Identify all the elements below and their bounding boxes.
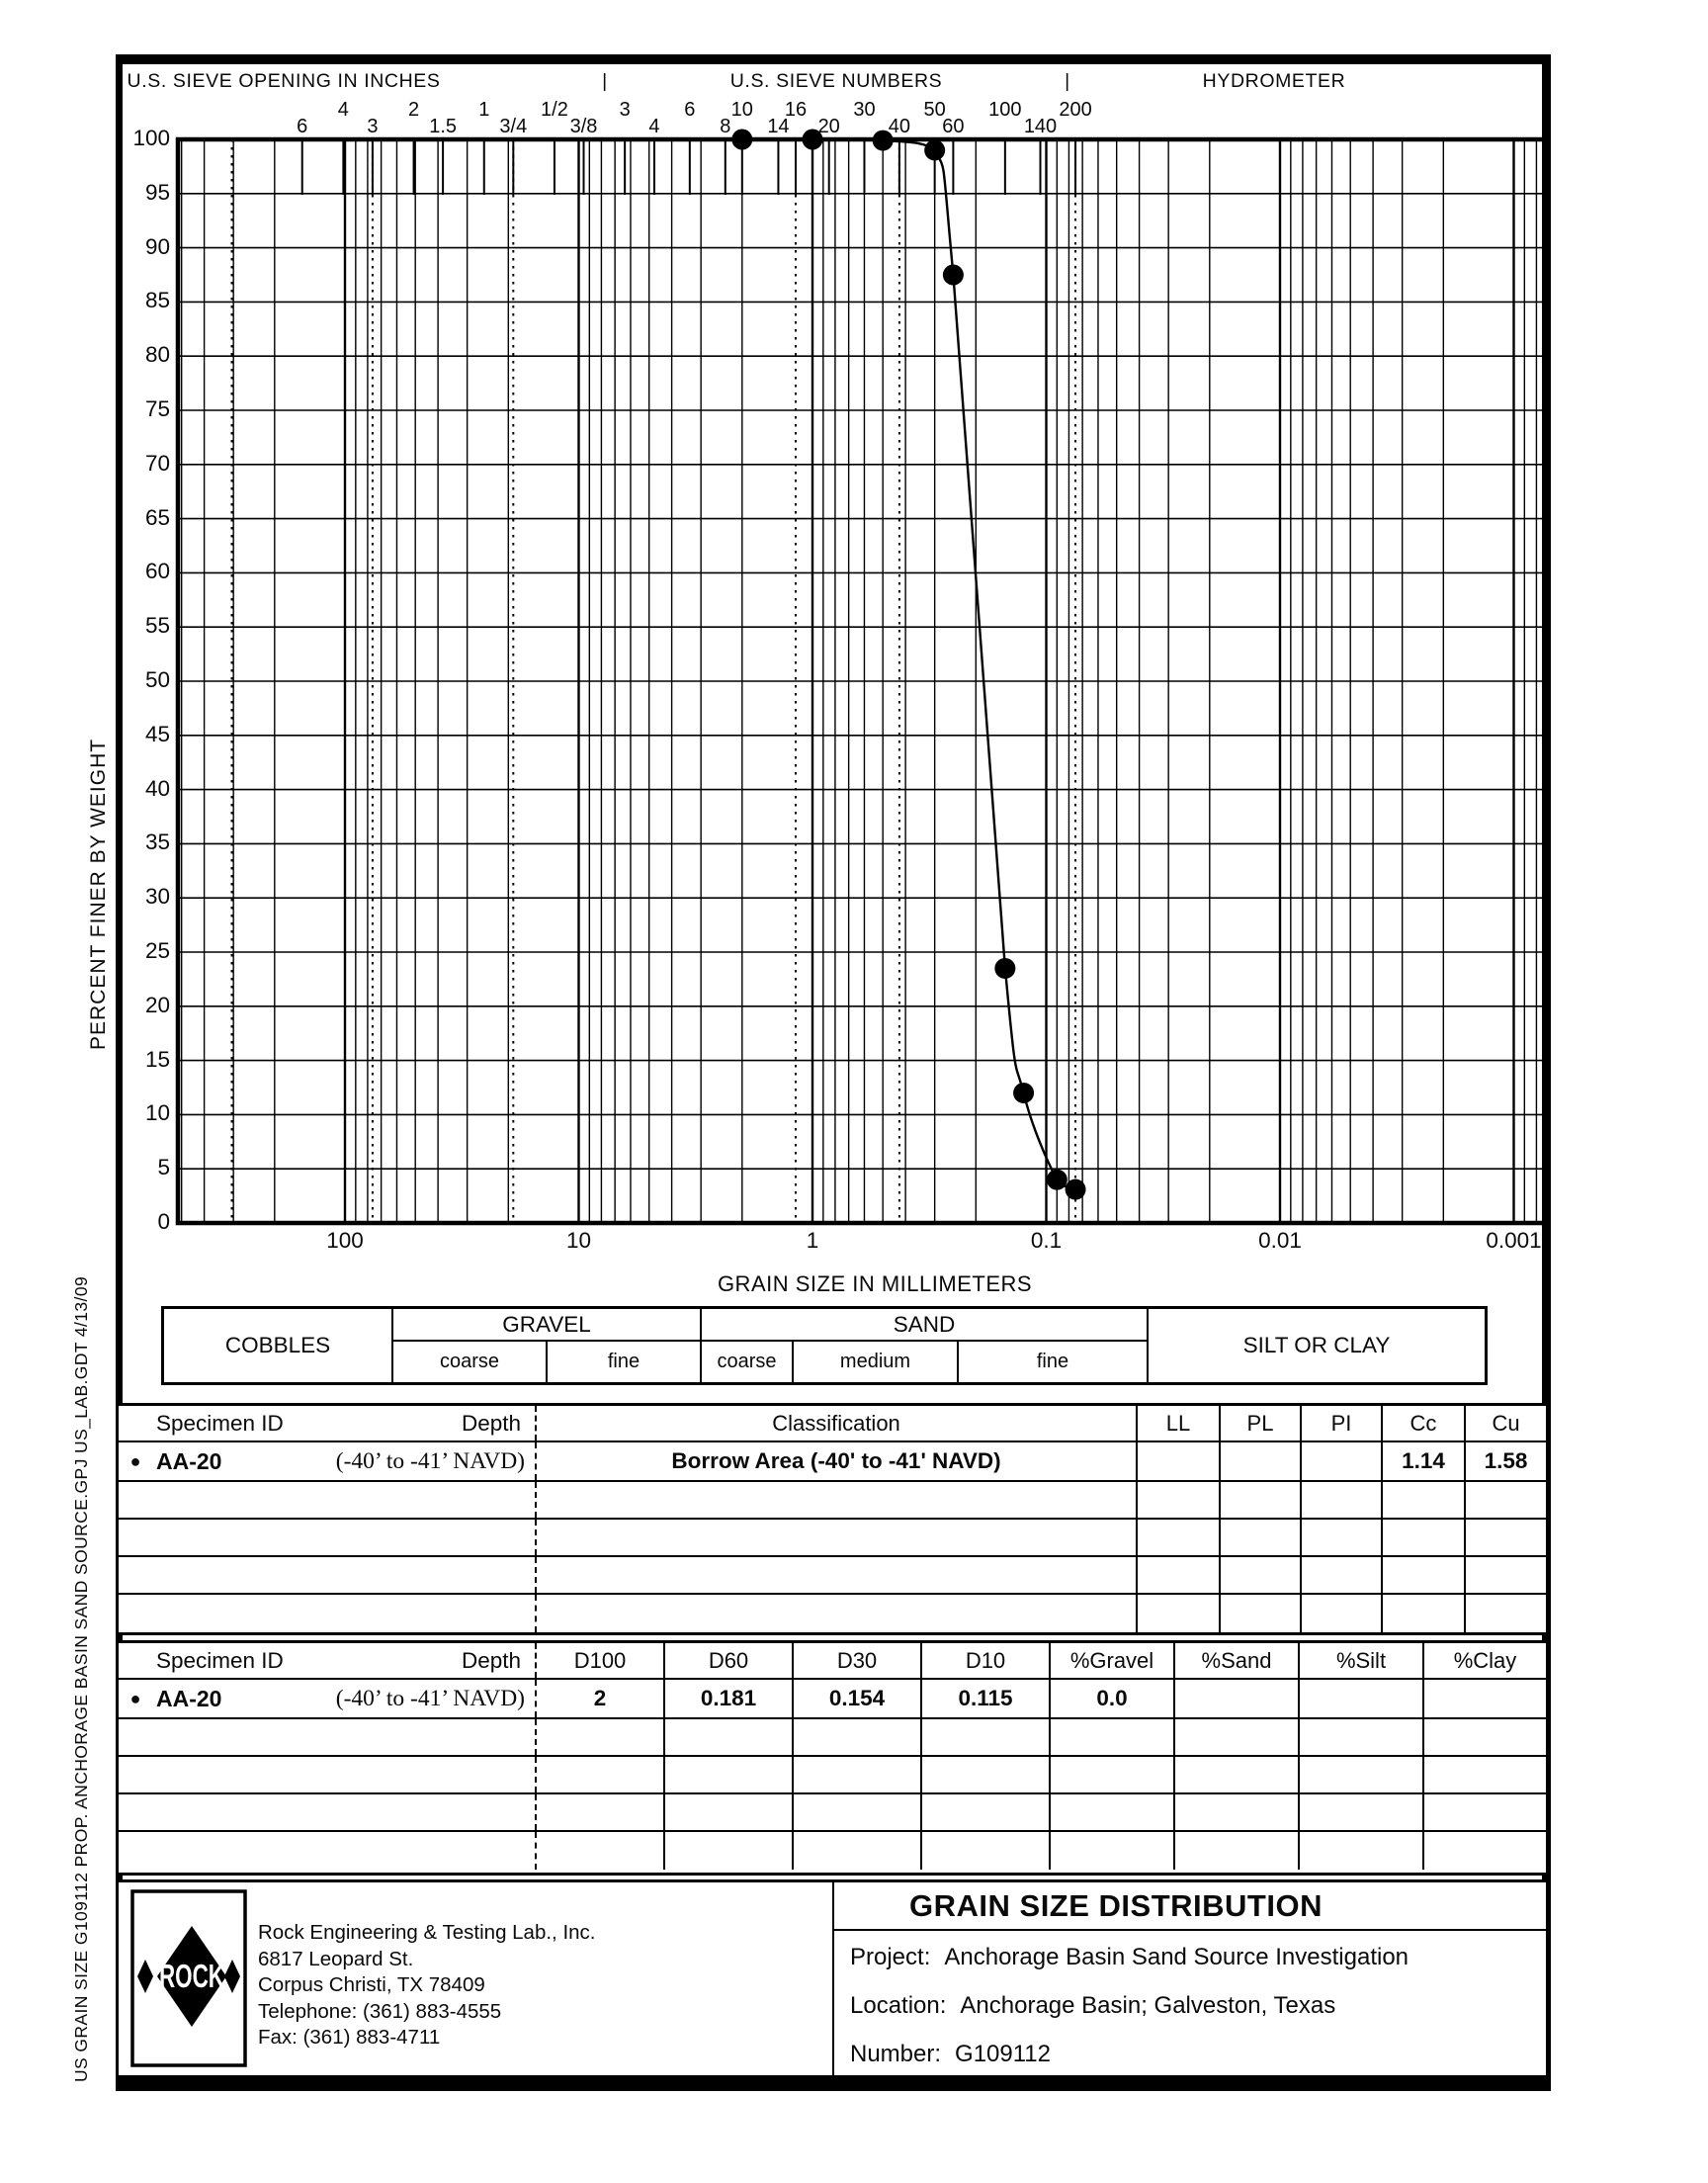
number-value: G109112 [955,2041,1052,2067]
sieve-tick-label: 100 [988,99,1022,121]
table-empty-cell [665,1757,794,1792]
table-empty-cell [1221,1557,1302,1593]
d10-header: D10 [922,1643,1051,1678]
table-empty-cell [1383,1557,1466,1593]
data-point-marker [924,139,945,160]
classification-header: Classification [537,1406,1138,1441]
sieve-tick-label: 1 [478,99,490,121]
table-empty-cell [1383,1520,1466,1555]
y-tick-label: 35 [144,830,170,855]
table-empty-cell [1175,1794,1300,1830]
series-marker-icon: ● [129,1688,141,1708]
y-tick-label: 100 [132,126,170,150]
header-divider: | [1065,70,1070,92]
d30-value: 0.154 [794,1680,922,1717]
table-empty-cell [1051,1757,1175,1792]
pi-header: PI [1302,1406,1383,1441]
table-empty-cell [119,1832,537,1870]
table-empty-cell [1302,1482,1383,1518]
d60-value: 0.181 [665,1680,794,1717]
y-tick-label: 40 [144,775,170,801]
sieve-tick-label: 6 [297,116,308,137]
sieve-tick-label: 200 [1059,99,1092,121]
table-empty-cell [119,1794,537,1830]
table-empty-cell [537,1719,665,1755]
classification-value: Borrow Area (-40' to -41' NAVD) [537,1442,1138,1480]
d30-header: D30 [794,1643,922,1678]
table-empty-cell [1175,1757,1300,1792]
x-tick-label: 0.1 [1030,1228,1063,1253]
company-address [258,1920,596,2052]
table-empty-cell [794,1719,922,1755]
x-tick-label: 1 [806,1228,819,1253]
sieve-tick-label: 1/2 [541,99,568,121]
table-empty-cell [537,1482,1138,1518]
table-empty-cell [1221,1595,1302,1632]
silt-pct-header: %Silt [1300,1643,1424,1678]
sieve-tick-label: 8 [720,116,731,137]
table-empty-cell [119,1520,537,1555]
company-fax: Fax: (361) 883-4711 [258,2026,441,2049]
sieve-tick-label: 20 [817,116,840,137]
sieve-tick-label: 6 [684,99,696,121]
cc-header: Cc [1383,1406,1466,1441]
y-tick-label: 55 [144,613,170,639]
data-point-marker [994,958,1015,979]
clay-pct-value [1424,1680,1546,1717]
header-divider: | [602,70,608,92]
table-empty-cell [1424,1719,1546,1755]
y-tick-label: 60 [144,559,170,584]
ll-value [1138,1442,1221,1480]
sand-pct-value [1175,1680,1300,1717]
table-empty-cell [1300,1719,1424,1755]
y-tick-label: 45 [144,721,170,746]
cc-value: 1.14 [1383,1442,1466,1480]
x-axis-title: GRAIN SIZE IN MILLIMETERS [717,1271,1033,1296]
title-block [116,1879,1549,2078]
silt-pct-value [1300,1680,1424,1717]
strip-sand-fine: fine [1036,1351,1069,1372]
table-empty-row [119,1557,1546,1595]
table-empty-cell [1466,1595,1546,1632]
table-empty-cell [1051,1832,1175,1870]
table-empty-cell [1175,1719,1300,1755]
strip-sand [702,1309,1149,1382]
sidebar-file-note: US GRAIN SIZE G109112 PROP. ANCHORAGE BASIN SAND SOURCE.GPJ US_LAB.GDT 4/13/09 [71,1275,91,2082]
rock-logo [130,1889,247,2067]
clay-pct-header: %Clay [1453,1647,1517,1673]
table-header-row [119,1643,1546,1680]
sieve-tick-label: 140 [1023,116,1058,137]
table-empty-cell [1424,1832,1546,1870]
sieve-tick-label: 3 [619,99,631,121]
sieve-tick-label: 3 [367,116,379,137]
pl-value [1221,1442,1302,1480]
table-empty-cell [119,1482,537,1518]
table-empty-cell [665,1719,794,1755]
company-street: 6817 Leopard St. [258,1947,414,1970]
sieve-tick-label: 1.5 [429,116,458,137]
sieve-tick-label: 2 [408,99,420,121]
cu-value: 1.58 [1484,1448,1528,1473]
table-empty-row [119,1794,1546,1832]
table-empty-cell [665,1832,794,1870]
pi-value [1302,1442,1383,1480]
table-empty-cell [794,1832,922,1870]
sand-pct-header: %Sand [1175,1643,1300,1678]
table-empty-cell [1138,1482,1221,1518]
y-tick-label: 70 [144,450,170,476]
header-sieve-inches-label: U.S. SIEVE OPENING IN INCHES [127,70,441,92]
table-empty-cell [1221,1482,1302,1518]
table-empty-cell [1300,1832,1424,1870]
table-data-row [119,1442,1546,1482]
y-tick-label: 10 [144,1100,170,1126]
table-header-row [119,1406,1546,1442]
location-value: Anchorage Basin; Galveston, Texas [960,1992,1336,2019]
company-section [119,1882,834,2075]
table-empty-cell [1221,1520,1302,1555]
specimen-id-header: Specimen ID [156,1410,284,1436]
strip-sand-medium: medium [794,1342,959,1382]
header-sieve-numbers-label: U.S. SIEVE NUMBERS [729,70,943,92]
table-empty-cell [1466,1520,1546,1555]
table-empty-cell [665,1794,794,1830]
table-empty-cell [1138,1520,1221,1555]
table-empty-cell [794,1794,922,1830]
table-empty-cell [922,1757,1051,1792]
specimen-id-value: AA-20 [156,1685,222,1711]
y-tick-label: 15 [144,1046,170,1072]
strip-gravel-coarse: coarse [393,1342,548,1382]
table-empty-cell [922,1794,1051,1830]
data-point-marker [1066,1179,1086,1200]
company-name: Rock Engineering & Testing Lab., Inc. [258,1921,596,1944]
table-empty-cell [1424,1757,1546,1792]
depth-header: Depth [461,1647,521,1673]
header-hydrometer-label: HYDROMETER [1202,70,1346,92]
cu-header: Cu [1492,1410,1520,1436]
table-empty-row [119,1520,1546,1557]
d60-header: D60 [665,1643,794,1678]
sieve-tick-label: 4 [648,116,660,137]
table-empty-cell [1138,1595,1221,1632]
sieve-tick-label: 14 [767,116,790,137]
d10-value: 0.115 [922,1680,1051,1717]
y-tick-label: 90 [144,233,170,259]
company-phone: Telephone: (361) 883-4555 [258,1999,502,2023]
depth-value: (-40’ to -41’ NAVD) [335,1685,525,1711]
d100-value: 2 [537,1680,665,1717]
x-tick-label: 0.001 [1486,1228,1542,1253]
strip-gravel [393,1309,702,1382]
strip-silt-or-clay: SILT OR CLAY [1242,1333,1391,1357]
y-tick-label: 75 [144,396,170,421]
table-empty-cell [119,1595,537,1632]
table-empty-cell [1466,1557,1546,1593]
number-label: Number: [850,2041,942,2067]
data-point-marker [1047,1170,1068,1190]
table-empty-row [119,1595,1546,1632]
data-point-marker [1013,1083,1034,1103]
table-empty-cell [1300,1757,1424,1792]
y-tick-label: 65 [144,504,170,530]
specimen-id-value: AA-20 [156,1447,222,1474]
table-empty-row [119,1719,1546,1757]
y-tick-label: 25 [144,938,170,963]
table-empty-cell [1302,1595,1383,1632]
strip-gravel-label: GRAVEL [393,1309,700,1342]
pl-header: PL [1221,1406,1302,1441]
sieve-tick-label: 3/4 [499,116,528,137]
strip-sand-label: SAND [702,1309,1147,1342]
sieve-tick-label: 30 [853,99,876,121]
table-empty-cell [794,1757,922,1792]
table-empty-cell [537,1832,665,1870]
table-empty-cell [1051,1794,1175,1830]
y-tick-label: 0 [157,1209,170,1234]
sieve-tick-label: 50 [923,99,946,121]
gradation-curve [742,139,1075,1189]
sieve-tick-label: 4 [337,99,349,121]
table-empty-cell [1051,1719,1175,1755]
soil-classification-strip [161,1306,1488,1385]
table-empty-cell [1424,1794,1546,1830]
table-data-row [119,1680,1546,1719]
table-empty-cell [537,1520,1138,1555]
table-empty-cell [1302,1557,1383,1593]
report-title-section [834,1882,1546,2075]
sieve-tick-label: 3/8 [569,116,598,137]
table-empty-cell [1175,1832,1300,1870]
y-tick-label: 5 [157,1155,170,1180]
gradation-table [116,1640,1549,1876]
d100-header: D100 [537,1643,665,1678]
y-axis-title: PERCENT FINER BY WEIGHT [87,738,110,1050]
location-label: Location: [850,1992,947,2019]
table-empty-row [119,1832,1546,1870]
gravel-pct-header: %Gravel [1051,1643,1175,1678]
project-value: Anchorage Basin Sand Source Investigation [944,1944,1409,1970]
sieve-tick-label: 10 [730,99,753,121]
svg-text:ROCK: ROCK [159,1958,225,1994]
table-empty-cell [537,1595,1138,1632]
series-marker-icon: ● [129,1450,141,1471]
strip-gravel-fine: fine [607,1351,640,1372]
table-empty-row [119,1757,1546,1794]
gravel-pct-value: 0.0 [1051,1680,1175,1717]
strip-cobbles: COBBLES [164,1309,393,1382]
x-tick-label: 0.01 [1258,1228,1302,1253]
data-point-marker [731,130,752,150]
table-empty-cell [537,1794,665,1830]
specimen-id-header: Specimen ID [156,1647,284,1673]
y-tick-label: 95 [144,179,170,205]
data-point-marker [943,265,964,286]
sieve-tick-label: 40 [888,116,910,137]
y-tick-label: 85 [144,288,170,313]
table-empty-cell [922,1719,1051,1755]
table-empty-cell [119,1757,537,1792]
table-empty-cell [1466,1482,1546,1518]
ll-header: LL [1138,1406,1221,1441]
depth-header: Depth [461,1410,521,1436]
depth-value: (-40’ to -41’ NAVD) [335,1447,525,1474]
y-tick-label: 80 [144,342,170,368]
table-empty-cell [119,1719,537,1755]
x-tick-label: 10 [565,1228,592,1253]
sieve-tick-label: 60 [942,116,965,137]
table-empty-row [119,1482,1546,1520]
table-empty-cell [922,1832,1051,1870]
table-empty-cell [119,1557,537,1593]
y-tick-label: 30 [144,884,170,910]
table-empty-cell [537,1557,1138,1593]
report-title: GRAIN SIZE DISTRIBUTION [834,1882,1546,1931]
sieve-tick-label: 16 [784,99,808,121]
table-empty-cell [1138,1557,1221,1593]
y-tick-label: 20 [144,992,170,1017]
table-empty-cell [1383,1482,1466,1518]
table-empty-cell [1300,1794,1424,1830]
company-city: Corpus Christi, TX 78409 [258,1973,485,1996]
table-empty-cell [1383,1595,1466,1632]
x-tick-label: 100 [326,1228,364,1253]
classification-table [116,1403,1549,1635]
project-label: Project: [850,1944,931,1970]
table-empty-cell [1302,1520,1383,1555]
y-tick-label: 50 [144,667,170,692]
table-empty-cell [537,1757,665,1792]
strip-sand-coarse: coarse [702,1342,794,1382]
